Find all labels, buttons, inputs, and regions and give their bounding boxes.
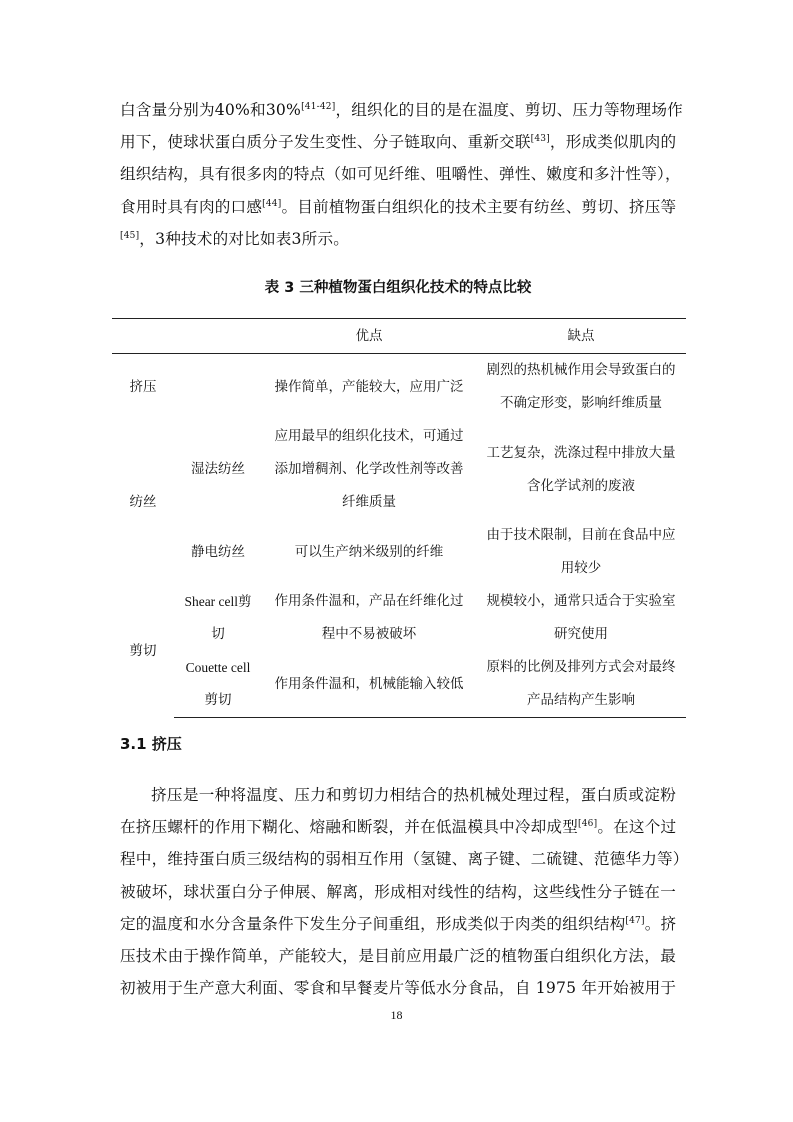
text-line: 白含量分别为40%和30%[41-42]，组织化的目的是在温度、剪切、压力等物理场作 [120, 101, 683, 119]
submethod-cell: 静电纺丝 [191, 543, 245, 560]
submethod-cell: 湿法纺丝 [191, 461, 245, 477]
text-line: 程中，维持蛋白质三级结构的弱相互作用（氢键、离子键、二硫键、范德华力等） [120, 850, 689, 869]
method-cell: 纺丝 [129, 494, 157, 510]
intro-paragraph [120, 94, 683, 255]
advantage-cell: 作用条件温和，机械能输入较低 [262, 651, 476, 718]
body-paragraph [120, 779, 689, 1004]
disadvantage-cell: 由于技术限制，目前在食品中应 用较少 [486, 527, 676, 576]
text-line: 初被用于生产意大利面、零食和早餐麦片等低水分食品，自 1975 年开始被用于 [120, 979, 677, 998]
text-line: 定的温度和水分含量条件下发生分子间重组，形成类似于肉类的组织结构[47]。挤 [120, 914, 677, 933]
method-cell: 剪切 [129, 642, 157, 659]
advantage-cell: 应用最早的组织化技术，可通过 添加增稠剂、化学改性剂等改善 纤维质量 [274, 428, 464, 510]
text-line: 挤压是一种将温度、压力和剪切力相结合的热机械处理过程，蛋白质或淀粉 [151, 786, 676, 804]
table-row [112, 420, 686, 519]
advantage-cell: 操作简单，产能较大，应用广泛 [274, 378, 464, 395]
submethod-cell [174, 354, 262, 421]
header-blank [112, 319, 174, 354]
disadvantage-cell: 原料的比例及排列方式会对最终 产品结构产生影响 [476, 651, 686, 718]
disadvantage-cell: 剧烈的热机械作用会导致蛋白的 不确定形变，影响纤维质量 [486, 362, 676, 411]
text-line: 食用时具有肉的口感[44]。目前植物蛋白组织化的技术主要有纺丝、剪切、挤压等 [120, 197, 677, 216]
table-row [112, 585, 686, 651]
header-disadvantages: 缺点 [476, 319, 686, 354]
comparison-table [112, 318, 686, 718]
disadvantage-cell: 工艺复杂，洗涤过程中排放大量 含化学试剂的废液 [486, 444, 676, 494]
advantage-cell: 作用条件温和，产品在纤维化过 程中不易被破坏 [274, 593, 464, 642]
text-line: 组织结构，具有很多肉的特点（如可见纤维、咀嚼性、弹性、嫩度和多汁性等）， [120, 165, 681, 184]
advantage-cell: 可以生产纳米级别的纤维 [294, 543, 444, 560]
table-row [112, 354, 686, 421]
text-line: 在挤压螺杆的作用下糊化、熔融和断裂，并在低温模具中冷却成型[46]。在这个过 [120, 818, 677, 837]
disadvantage-cell: 规模较小，通常只适合于实验室 研究使用 [486, 593, 676, 642]
method-cell: 挤压 [129, 378, 157, 395]
table-caption: 表 3 三种植物蛋白组织化技术的特点比较 [264, 280, 532, 296]
submethod-cell: Couette cell 剪切 [174, 651, 262, 718]
text-line: 压技术由于操作简单，产能较大，是目前应用最广泛的植物蛋白组织化方法，最 [120, 946, 676, 965]
header-advantages: 优点 [262, 319, 476, 354]
submethod-cell: Shear cell剪 切 [184, 594, 252, 642]
table-header-row [112, 319, 686, 354]
table-row [112, 519, 686, 585]
page-number: 18 [390, 1008, 403, 1022]
text-line: [45]，3种技术的对比如表3所示。 [120, 229, 350, 248]
text-line: 被破坏，球状蛋白分子伸展、解离，形成相对线性的结构，这些线性分子链在一 [120, 882, 676, 901]
section-heading: 3.1 挤压 [120, 735, 182, 753]
header-blank [174, 319, 262, 354]
table-row [112, 651, 686, 718]
text-line: 用下，使球状蛋白质分子发生变性、分子链取向、重新交联[43]，形成类似肌肉的 [120, 133, 677, 152]
